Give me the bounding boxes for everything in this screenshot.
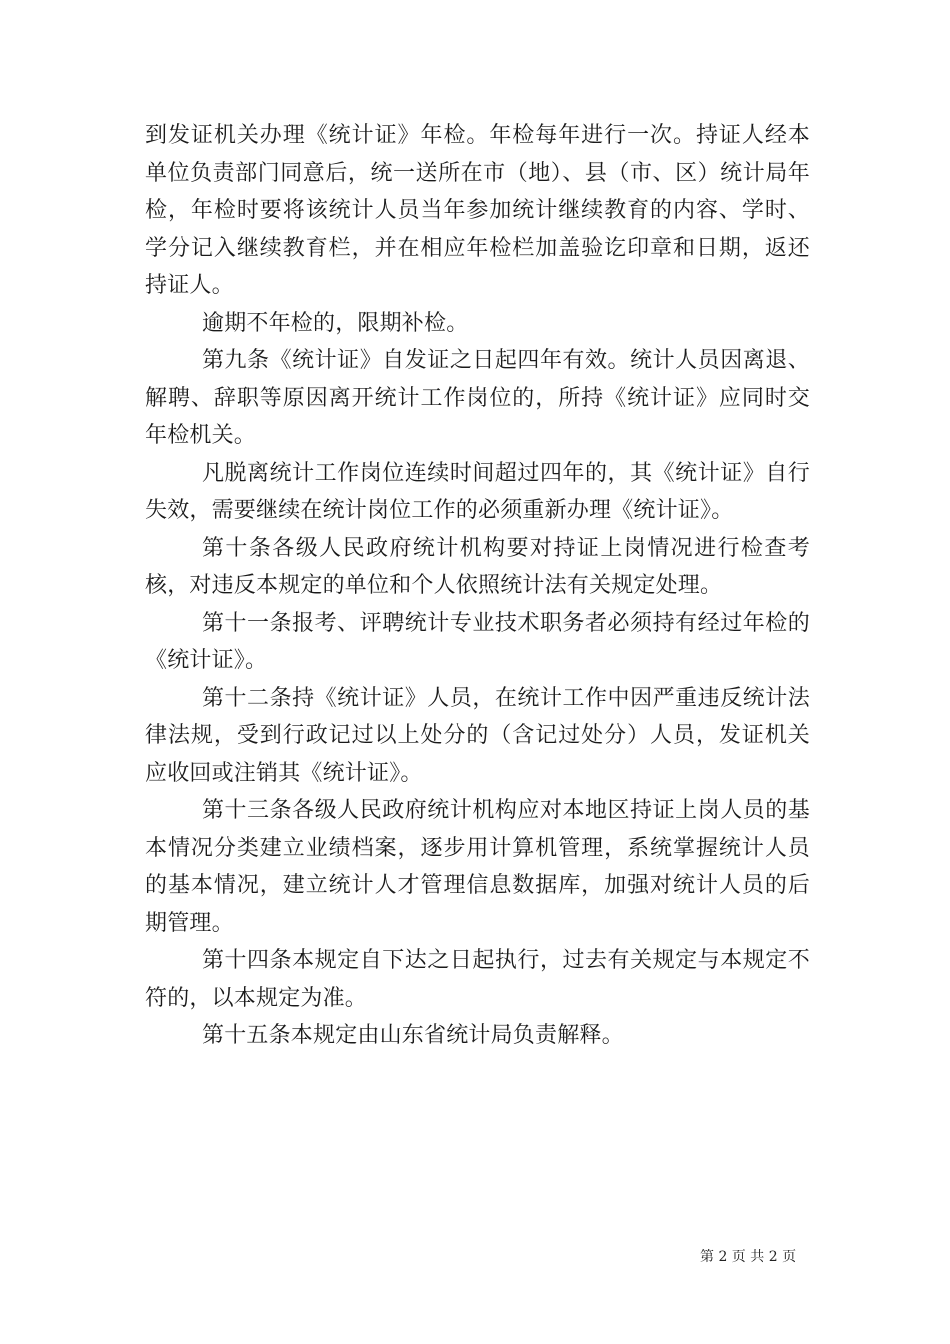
paragraph-article-9: 第九条《统计证》自发证之日起四年有效。统计人员因离退、解聘、辞职等原因离开统计工作岗位的，所持《统计证》应同时交年检机关。 xyxy=(145,348,810,448)
document-body xyxy=(145,117,810,1055)
paragraph-article-13: 第十三条各级人民政府统计机构应对本地区持证上岗人员的基本情况分类建立业绩档案，逐步用计算机管理，系统掌握统计人员的基本情况，建立统计人才管理信息数据库，加强对统计人员的后期管理。 xyxy=(145,798,810,936)
paragraph-annual-inspection: 到发证机关办理《统计证》年检。年检每年进行一次。持证人经本单位负责部门同意后，统一送所在市（地）、县（市、区）统计局年检，年检时要将该统计人员当年参加统计继续教育的内容、学时、学分记入继续教育栏，并在相应年检栏加盖验讫印章和日期，返还持证人。 xyxy=(145,123,810,298)
paragraph-certificate-expiry: 凡脱离统计工作岗位连续时间超过四年的，其《统计证》自行失效，需要继续在统计岗位工作的必须重新办理《统计证》。 xyxy=(145,460,810,523)
paragraph-article-14: 第十四条本规定自下达之日起执行，过去有关规定与本规定不符的，以本规定为准。 xyxy=(145,948,810,1011)
paragraph-article-12: 第十二条持《统计证》人员，在统计工作中因严重违反统计法律法规，受到行政记过以上处分的（含记过处分）人员，发证机关应收回或注销其《统计证》。 xyxy=(145,685,810,786)
page-number-footer: 第 2 页 共 2 页 xyxy=(700,1249,797,1265)
paragraph-overdue-inspection: 逾期不年检的，限期补检。 xyxy=(202,310,469,336)
paragraph-article-10: 第十条各级人民政府统计机构要对持证上岗情况进行检查考核，对违反本规定的单位和个人依照统计法有关规定处理。 xyxy=(145,535,810,598)
paragraph-article-11: 第十一条报考、评聘统计专业技术职务者必须持有经过年检的《统计证》。 xyxy=(145,610,810,673)
paragraph-article-15: 第十五条本规定由山东省统计局负责解释。 xyxy=(202,1023,624,1048)
